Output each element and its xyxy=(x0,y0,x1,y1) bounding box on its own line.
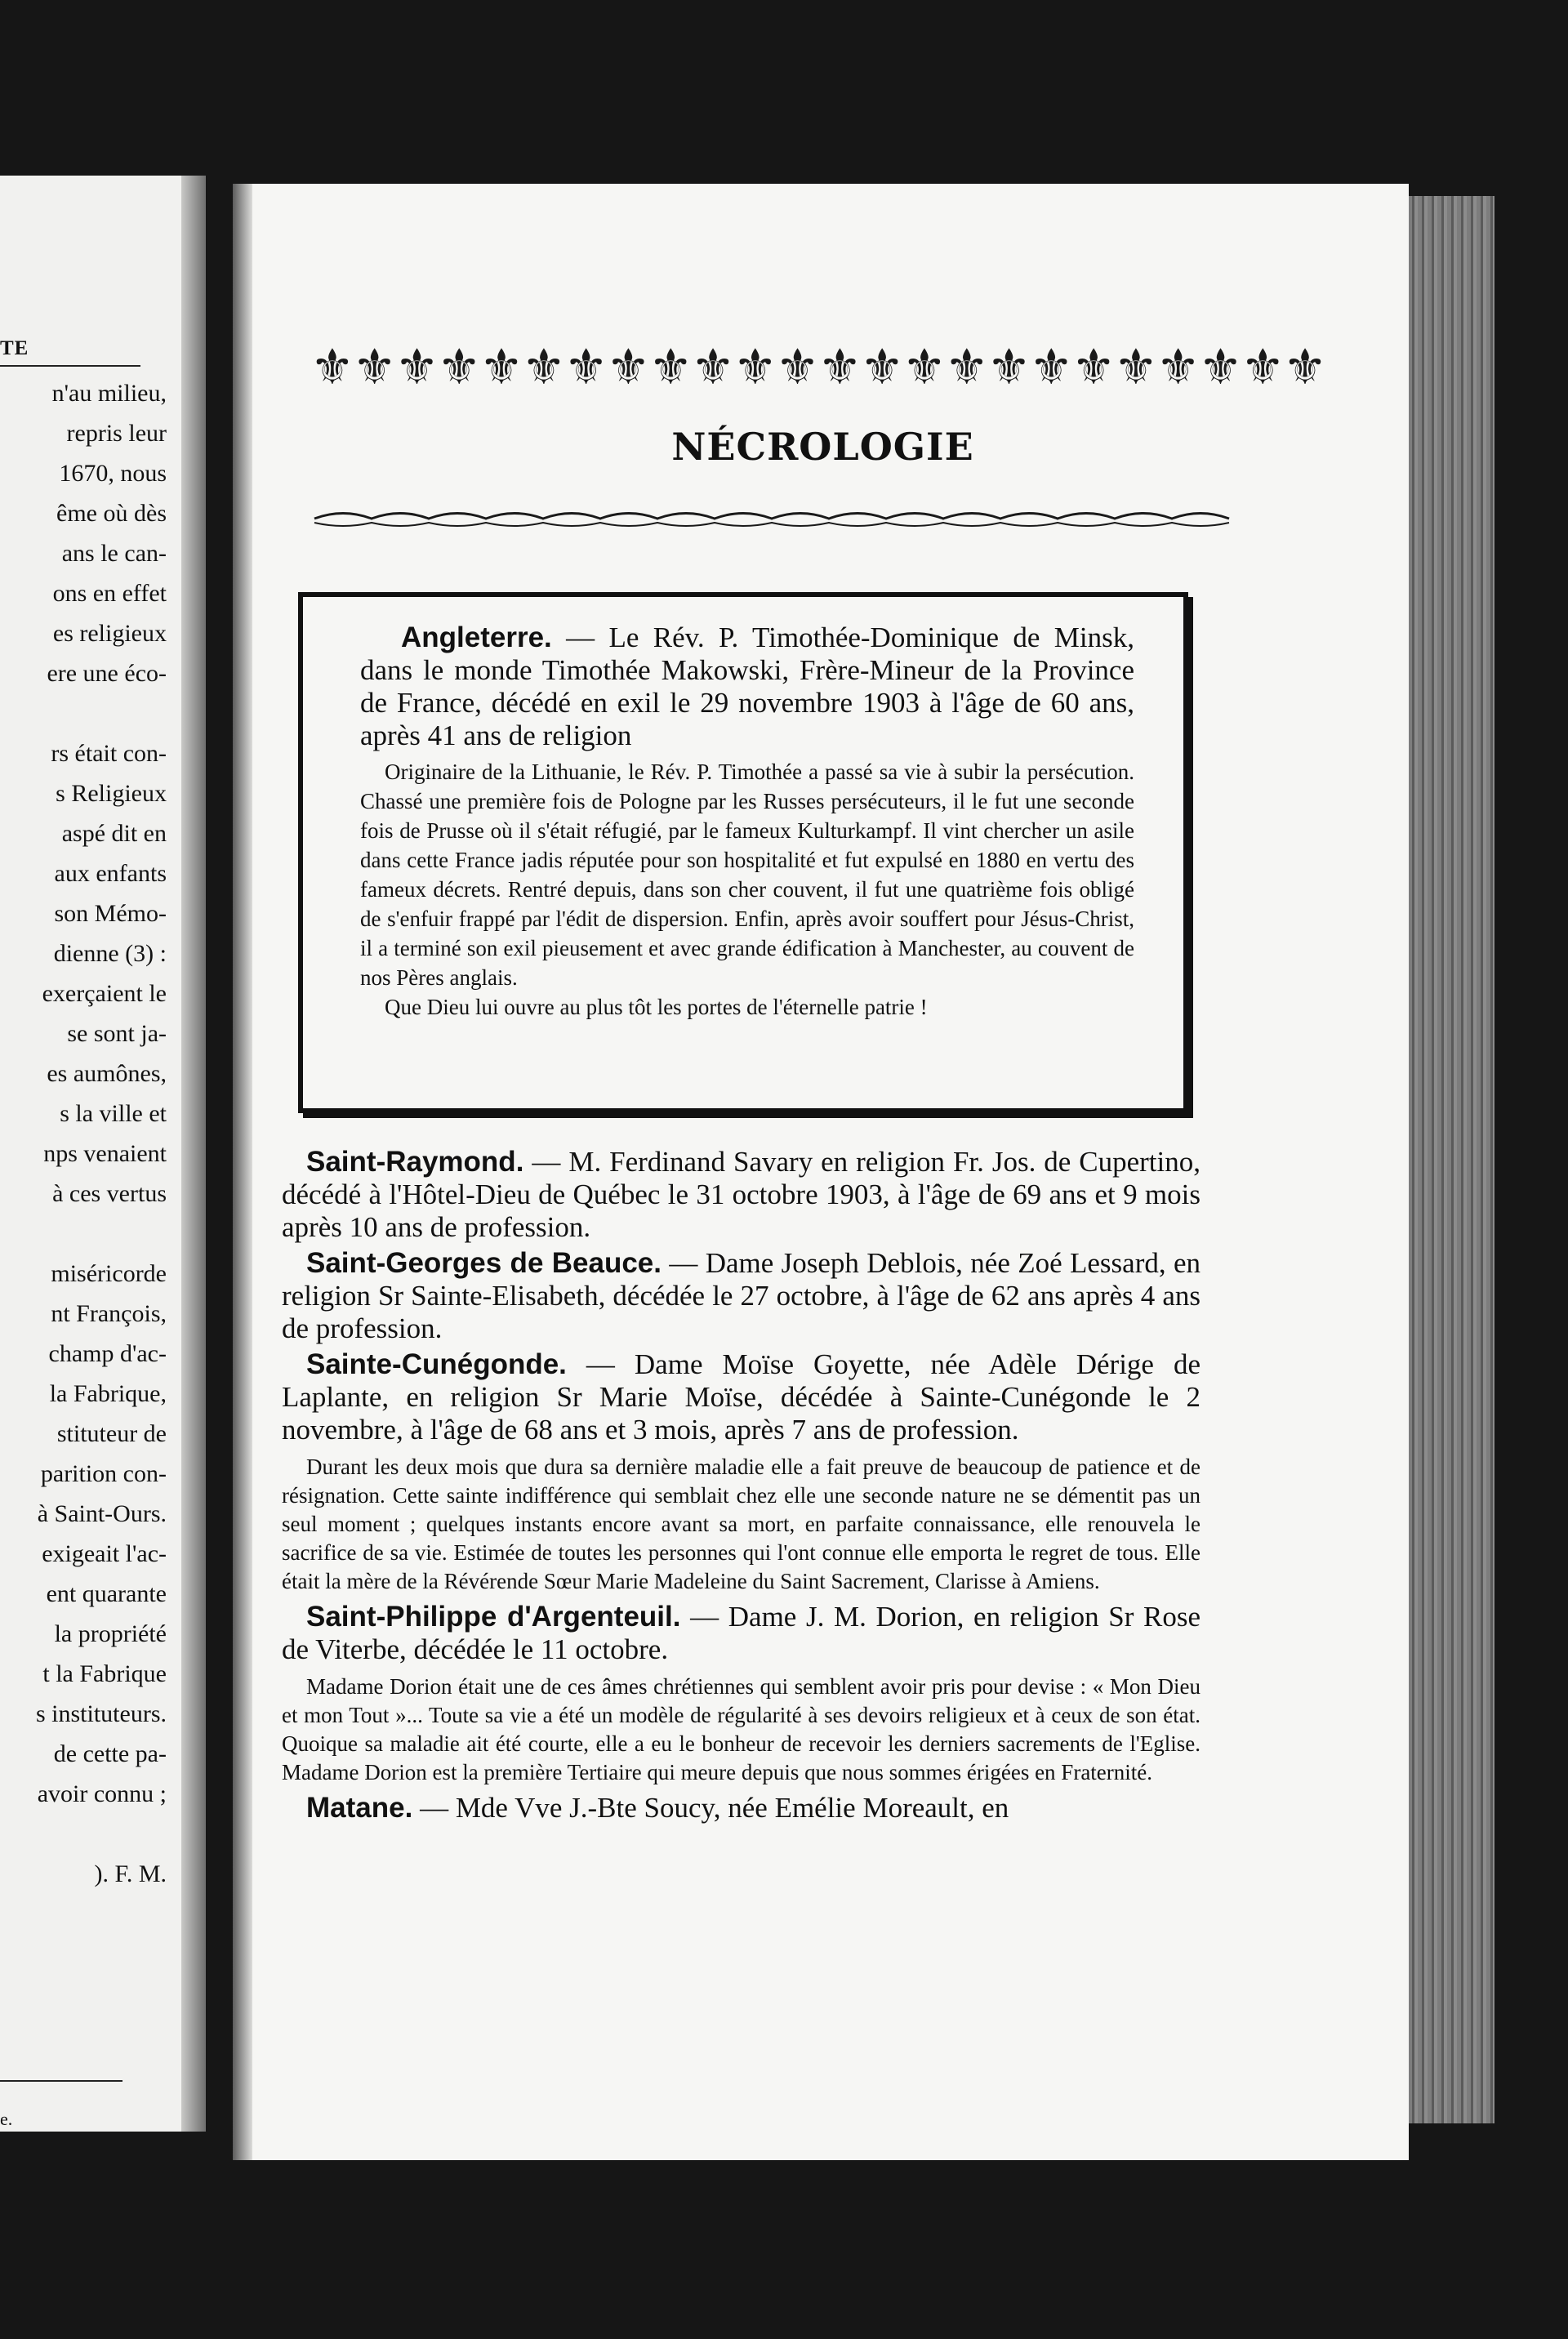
left-page-line: la Fabrique, xyxy=(49,1380,167,1407)
left-page-line: se sont ja- xyxy=(67,1020,167,1047)
left-page-line: son Mémo- xyxy=(54,900,167,927)
left-page-line: es aumônes, xyxy=(47,1060,167,1087)
left-page-line: s la ville et xyxy=(60,1100,167,1127)
left-page-line: dienne (3) : xyxy=(53,940,167,967)
entry-note: Durant les deux mois que dura sa dernière maladie elle a fait preuve de beaucoup de patience et de résignation. Cette sainte indifférence qui semblait chez elle une seconde nature ne se démentit pas un seul moment ; quelques instants encore avant sa mort, en parfaite connaissance, elle renouvela le sacrifice de sa vie. Estimée de toutes les personnes qui l'ont connue elle emporta le regret de tous. Elle était la mère de la Révérende Sœur Marie Madeleine du Saint Sacrement, Clarisse à Amiens. xyxy=(282,1455,1200,1593)
left-page-line: parition con- xyxy=(40,1460,167,1487)
main-page xyxy=(233,184,1409,2160)
left-page-line: aspé dit en xyxy=(61,820,167,847)
left-page-running-head: TE xyxy=(0,337,29,359)
left-footnote-text: e. xyxy=(0,2109,13,2129)
boxed-place-name: Angleterre. xyxy=(401,622,552,653)
left-page-line: stituteur de xyxy=(56,1420,167,1447)
left-page-line: ent quarante xyxy=(46,1580,167,1607)
left-page-line: à Saint-Ours. xyxy=(37,1500,167,1527)
left-page-line: rs était con- xyxy=(51,740,167,767)
obituary-entry-matane xyxy=(282,1792,1200,1824)
left-page-line: t la Fabrique xyxy=(42,1660,167,1687)
left-page-line: miséricorde xyxy=(51,1260,167,1287)
entry-place-name: Sainte-Cunégonde. xyxy=(306,1348,567,1380)
left-page-line: n'au milieu, xyxy=(51,380,167,407)
entry-place-name: Saint-Raymond. xyxy=(306,1146,524,1178)
left-page-line: nt François, xyxy=(51,1300,167,1327)
left-page-line xyxy=(0,693,167,733)
entry-text: — Dame Moïse Goyette, née Adèle Dérige de Laplante, en religion Sr Marie Moïse, décédée à Sainte-Cunégonde le 2 novembre, à l'âge de 68 ans et 3 mois, après 7 ans de profession. xyxy=(282,1348,1200,1446)
entry-place-name: Matane. xyxy=(306,1792,413,1824)
left-page-line: repris leur xyxy=(66,420,167,447)
entry-text: — Dame J. M. Dorion, en religion Sr Rose de Viterbe, décédée le 11 octobre. xyxy=(282,1601,1200,1665)
left-page-line: de cette pa- xyxy=(53,1740,167,1767)
boxed-closing-line: Que Dieu lui ouvre au plus tôt les portes de l'éternelle patrie ! xyxy=(385,995,928,1019)
left-page-line: ). F. M. xyxy=(94,1860,167,1887)
left-page-text-column xyxy=(0,373,167,1894)
entry-text: — Mde Vve J.-Bte Soucy, née Emélie Moreault, en xyxy=(412,1792,1009,1824)
boxed-lead-paragraph xyxy=(360,622,1134,752)
left-page-line xyxy=(0,1814,167,1854)
left-page-line: exerçaient le xyxy=(42,980,167,1007)
left-page-line: champ d'ac- xyxy=(48,1340,167,1367)
page-title: NÉCROLOGIE xyxy=(671,425,974,469)
wavy-ornament-rule xyxy=(314,506,1209,531)
left-page-line: ons en effet xyxy=(52,580,167,607)
left-page-line: es religieux xyxy=(52,620,167,647)
left-page-line: s instituteurs. xyxy=(35,1700,167,1727)
left-page-line: nps venaient xyxy=(43,1140,167,1167)
entry-note: Madame Dorion était une de ces âmes chrétiennes qui semblent avoir pris pour devise : « Mon Dieu et mon Tout »... Toute sa vie a été un modèle de régularité à ses devoirs religieux et à ceux de son état. Quoique sa maladie ait été courte, elle a eu le bonheur de recevoir les derniers sacrements de l'Eglise. Madame Dorion est la première Tertiaire qui meure depuis que nous sommes érigées en Fraternité. xyxy=(282,1674,1200,1784)
obituary-entries xyxy=(282,1146,1200,1828)
obituary-entry-saint-raymond xyxy=(282,1146,1200,1244)
boxed-obituary-notice xyxy=(298,592,1188,1113)
fleur-de-lis-ornament-row: ⚜⚜⚜⚜⚜⚜⚜⚜⚜⚜⚜⚜⚜⚜⚜⚜⚜⚜⚜⚜⚜⚜⚜⚜ xyxy=(310,339,1325,396)
left-page-line xyxy=(0,1214,167,1254)
obituary-entry-saint-philippe xyxy=(282,1601,1200,1787)
left-page-line: avoir connu ; xyxy=(37,1780,167,1807)
left-page-line: ême où dès xyxy=(56,500,167,527)
entry-text: — M. Ferdinand Savary en religion Fr. Jos. de Cupertino, décédé à l'Hôtel-Dieu de Québec le 31 octobre 1903, à l'âge de 69 ans et 9 mois après 10 ans de profession. xyxy=(282,1146,1200,1243)
left-header-rule xyxy=(0,365,140,367)
left-page-line: à ces vertus xyxy=(52,1180,167,1207)
obituary-entry-saint-georges xyxy=(282,1247,1200,1345)
left-page-line: s Religieux xyxy=(56,780,167,807)
boxed-body-paragraph: Originaire de la Lithuanie, le Rév. P. Timothée a passé sa vie à subir la persécution. Chassé une première fois de Pologne par les Russes persécuteurs, il le fut une seconde fois de Prusse où il s'était réfugié, par le fameux Kulturkampf. Il vint chercher un asile dans cette France jadis réputée pour son hospitalité et fut expulsé en 1880 en vertu des fameux décrets. Rentré depuis, dans son cher couvent, il fut une quatrième fois obligé de s'enfuir frappé par l'édit de dispersion. Enfin, après avoir souffert pour Jésus-Christ, il a terminé son exil pieusement et avec grande édification à Manchester, au couvent de nos Pères anglais. xyxy=(360,760,1134,990)
left-facing-page xyxy=(0,176,206,2132)
main-page-gutter-shadow xyxy=(233,184,252,2160)
entry-text: — Dame Joseph Deblois, née Zoé Lessard, en religion Sr Sainte-Elisabeth, décédée le 27 octobre, à l'âge de 62 ans après 4 ans de profession. xyxy=(282,1247,1201,1344)
left-footnote-rule xyxy=(0,2080,122,2082)
left-page-line: la propriété xyxy=(54,1620,167,1647)
left-page-gutter-shadow xyxy=(181,176,206,2132)
entry-place-name: Saint-Philippe d'Argenteuil. xyxy=(306,1601,681,1633)
left-page-line: exigeait l'ac- xyxy=(42,1540,167,1567)
left-page-line: ere une éco- xyxy=(47,660,167,687)
boxed-lead-text: — Le Rév. P. Timothée-Dominique de Minsk, dans le monde Timothée Makowski, Frère-Mineur de la Province de France, décédé en exil le 29 novembre 1903 à l'âge de 60 ans, après 41 ans de religion xyxy=(360,622,1134,751)
entry-place-name: Saint-Georges de Beauce. xyxy=(306,1247,662,1279)
left-page-line: ans le can- xyxy=(61,540,167,567)
left-page-line: aux enfants xyxy=(54,860,167,887)
left-page-line: 1670, nous xyxy=(59,460,167,487)
obituary-entry-sainte-cunegonde xyxy=(282,1348,1200,1596)
